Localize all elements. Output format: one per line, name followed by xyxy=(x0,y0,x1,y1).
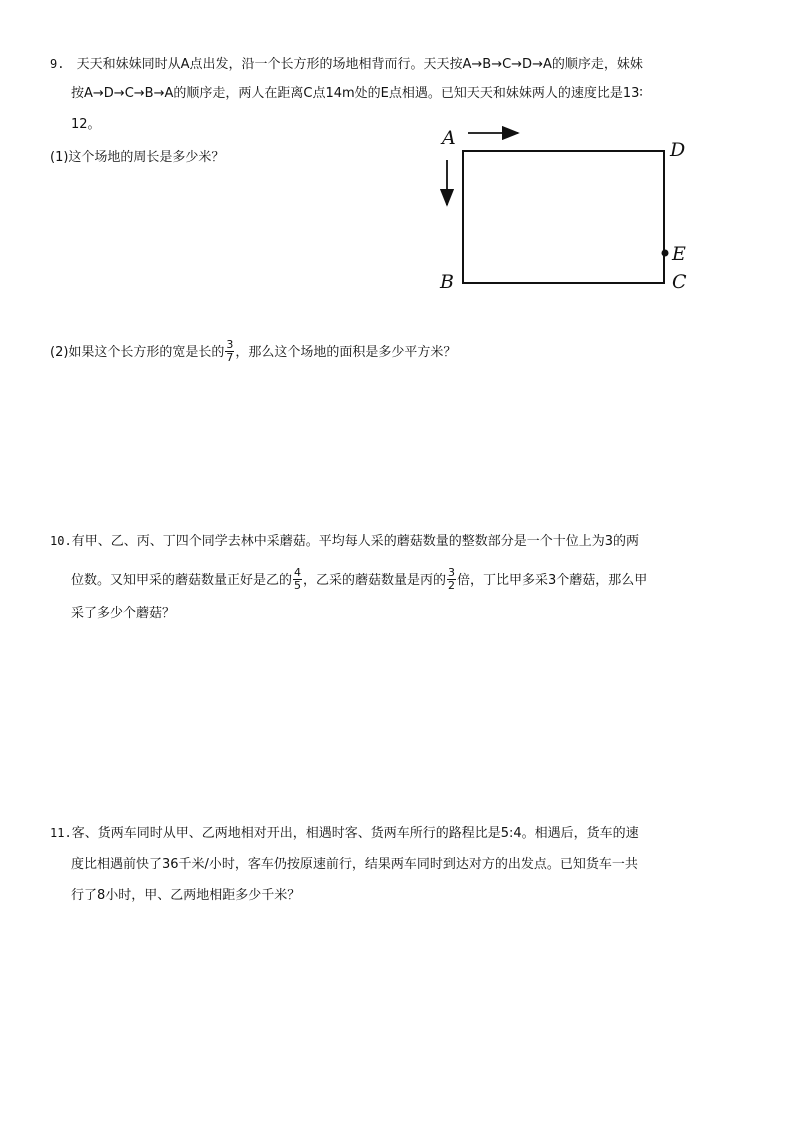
q9-sub2-post: ，那么这个场地的面积是多少平方米？ xyxy=(235,345,457,360)
q9-text-line2: 按A→D→C→B→A的顺序走，两人在距离C点14m处的E点相遇。已知天天和妹妹两人的速度比是13∶ xyxy=(71,86,643,101)
q9-subquestion-2 xyxy=(50,340,456,365)
q9-text-line1: 天天和妹妹同时从A点出发，沿一个长方形的场地相背而行。天天按A→B→C→D→A的顺序走，妹妹 xyxy=(76,57,643,72)
label-c: C xyxy=(672,271,687,293)
fraction-4-5 xyxy=(293,567,302,592)
fraction-3-2 xyxy=(447,567,456,592)
q10-text-line1: 有甲、乙、丙、丁四个同学去林中采蘑菇。平均每人采的蘑菇数量的整数部分是一个十位上为3的两 xyxy=(71,534,639,549)
fraction-numerator: 4 xyxy=(294,566,302,579)
q10-text-line2-b: ，乙采的蘑菇数量是丙的 xyxy=(303,573,447,588)
q9-text-line3: 12。 xyxy=(71,117,101,132)
q11-line1 xyxy=(50,823,639,844)
fraction-3-7 xyxy=(225,339,234,364)
label-a: A xyxy=(442,127,456,149)
field-rectangle xyxy=(463,151,664,283)
fraction-denominator: 7 xyxy=(226,351,234,364)
q11-text-line1: 客、货两车同时从甲、乙两地相对开出，相遇时客、货两车所行的路程比是5:4。相遇后，货车的速 xyxy=(71,826,639,841)
label-d: D xyxy=(670,139,686,161)
q10-line1 xyxy=(50,531,639,552)
q9-subquestion-1: (1)这个场地的周长是多少米？ xyxy=(50,150,225,165)
q10-text-line3: 采了多少个蘑菇？ xyxy=(71,606,176,621)
q10-text-line2-a: 位数。又知甲采的蘑菇数量正好是乙的 xyxy=(71,573,293,588)
fraction-numerator: 3 xyxy=(448,566,456,579)
q10-line2 xyxy=(71,568,647,593)
fraction-denominator: 5 xyxy=(294,579,302,592)
fraction-denominator: 2 xyxy=(448,579,456,592)
q11-text-line2: 度比相遇前快了36千米/小时，客车仍按原速前行，结果两车同时到达对方的出发点。已知货车一共 xyxy=(71,857,638,872)
point-e-dot xyxy=(662,250,669,257)
label-b: B xyxy=(440,271,454,293)
q9-number: 9. xyxy=(50,57,65,71)
q10-number: 10. xyxy=(50,534,72,548)
q9-line1 xyxy=(50,54,643,75)
q11-number: 11. xyxy=(50,826,72,840)
label-e: E xyxy=(672,243,686,265)
q11-text-line3: 行了8小时，甲、乙两地相距多少千米？ xyxy=(71,888,301,903)
q10-text-line2-c: 倍，丁比甲多采3个蘑菇，那么甲 xyxy=(457,573,648,588)
rectangle-figure xyxy=(430,120,700,300)
q9-sub2-pre: (2)如果这个长方形的宽是长的 xyxy=(50,345,225,360)
fraction-numerator: 3 xyxy=(226,338,234,351)
